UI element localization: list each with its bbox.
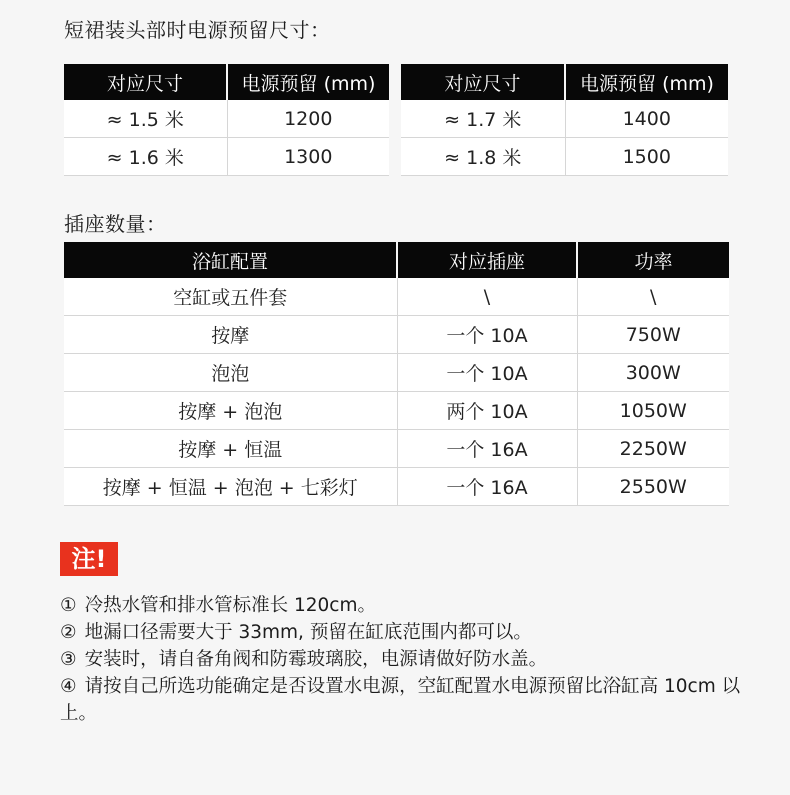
cell-socket: 一个 16A	[397, 430, 577, 468]
cell-power: 2250W	[577, 430, 729, 468]
cell-size: ≈ 1.5 米	[64, 100, 227, 138]
cell-reserve: 1300	[227, 138, 389, 176]
cell-power: 750W	[577, 316, 729, 354]
cell-config: 按摩	[64, 316, 397, 354]
cell-reserve: 1200	[227, 100, 389, 138]
header-power: 功率	[577, 242, 729, 278]
cell-config: 按摩 + 泡泡	[64, 392, 397, 430]
note-text: 请按自己所选功能确定是否设置水电源，空缸配置水电源预留比浴缸高 10cm 以上。	[60, 676, 741, 724]
cell-size: ≈ 1.6 米	[64, 138, 227, 176]
cell-config: 泡泡	[64, 354, 397, 392]
cell-power: \	[577, 278, 729, 316]
cell-size: ≈ 1.7 米	[401, 100, 565, 138]
header-socket: 对应插座	[397, 242, 577, 278]
cell-socket: \	[397, 278, 577, 316]
table-row	[64, 430, 729, 468]
cell-config: 空缸或五件套	[64, 278, 397, 316]
note-item	[60, 619, 750, 646]
table-row	[64, 100, 389, 138]
notes-list	[60, 592, 750, 727]
cell-power: 1050W	[577, 392, 729, 430]
cell-socket: 两个 10A	[397, 392, 577, 430]
cell-config: 按摩 + 恒温	[64, 430, 397, 468]
section-title-power-reserve: 短裙装头部时电源预留尺寸：	[64, 18, 331, 42]
table-row	[64, 316, 729, 354]
note-badge: 注!	[60, 542, 118, 576]
note-text: 安装时，请自备角阀和防霉玻璃胶，电源请做好防水盖。	[84, 649, 548, 670]
cell-size: ≈ 1.8 米	[401, 138, 565, 176]
header-reserve: 电源预留 (mm)	[227, 64, 389, 100]
header-config: 浴缸配置	[64, 242, 397, 278]
note-number: ④	[60, 676, 77, 697]
table-row	[64, 354, 729, 392]
table-row	[64, 138, 389, 176]
cell-socket: 一个 10A	[397, 354, 577, 392]
cell-socket: 一个 16A	[397, 468, 577, 506]
socket-table	[64, 242, 729, 506]
table-row	[401, 100, 728, 138]
note-number: ②	[60, 622, 77, 643]
header-size: 对应尺寸	[401, 64, 565, 100]
cell-reserve: 1500	[565, 138, 728, 176]
note-item	[60, 646, 750, 673]
header-reserve: 电源预留 (mm)	[565, 64, 728, 100]
size-table-left	[64, 64, 389, 176]
note-text: 地漏口径需要大于 33mm, 预留在缸底范围内都可以。	[84, 622, 532, 643]
cell-reserve: 1400	[565, 100, 728, 138]
cell-power: 300W	[577, 354, 729, 392]
cell-socket: 一个 10A	[397, 316, 577, 354]
cell-config: 按摩 + 恒温 + 泡泡 + 七彩灯	[64, 468, 397, 506]
header-size: 对应尺寸	[64, 64, 227, 100]
note-number: ①	[60, 595, 77, 616]
table-row	[64, 468, 729, 506]
section-title-sockets: 插座数量：	[64, 212, 167, 236]
note-item	[60, 592, 750, 619]
table-row	[401, 138, 728, 176]
table-row	[64, 392, 729, 430]
note-text: 冷热水管和排水管标准长 120cm。	[84, 595, 376, 616]
cell-power: 2550W	[577, 468, 729, 506]
table-row	[64, 278, 729, 316]
note-number: ③	[60, 649, 77, 670]
note-item	[60, 673, 750, 727]
size-table-right	[401, 64, 728, 176]
